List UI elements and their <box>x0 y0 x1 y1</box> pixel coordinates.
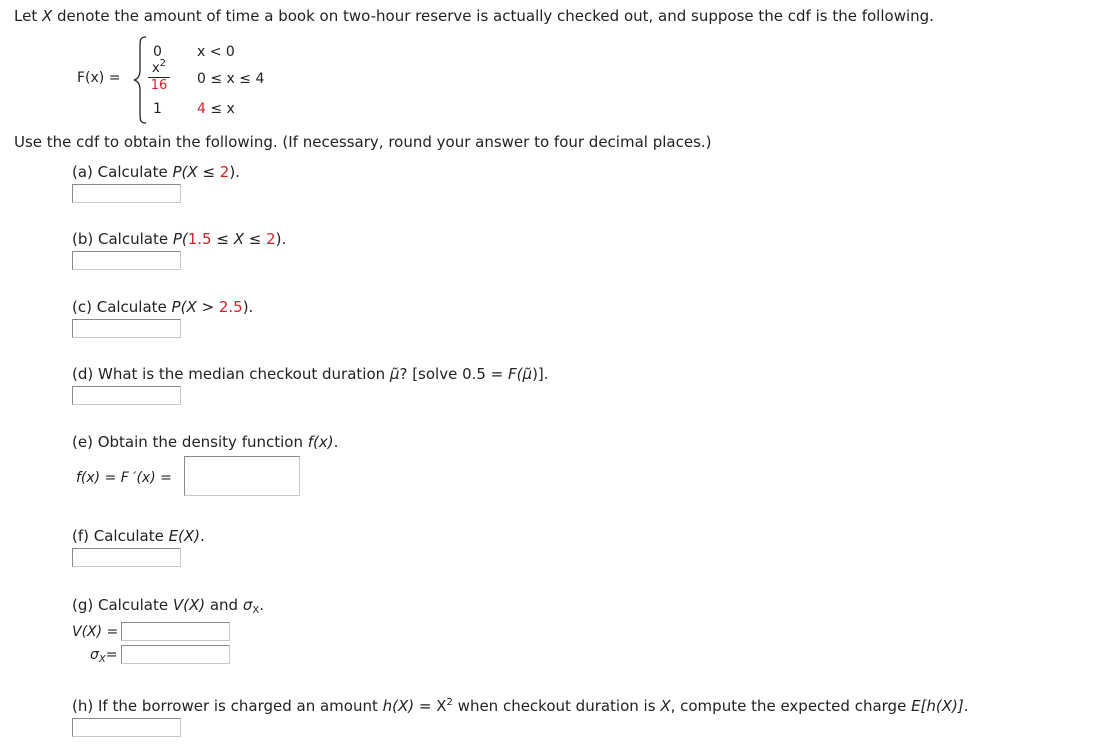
cdf-row2-condition: 0 ≤ x ≤ 4 <box>197 71 265 87</box>
cdf-row3-rest: ≤ x <box>205 101 235 117</box>
answer-c-input[interactable] <box>72 319 181 338</box>
cdf-row1-value: 0 <box>153 44 162 60</box>
qc-post: ). <box>242 298 254 316</box>
answer-g-stddev-input[interactable] <box>121 645 230 664</box>
question-f <box>72 527 205 545</box>
qh-var: X <box>660 697 671 715</box>
cdf-row3-bound: 4 <box>197 101 206 117</box>
answer-f-input[interactable] <box>72 548 181 567</box>
problem-statement <box>14 7 934 25</box>
qa-fn: P(X ≤ <box>172 163 220 181</box>
cdf-row2-numerator: x <box>151 61 160 76</box>
qc-fn: P(X > <box>171 298 219 316</box>
answer-e-input[interactable] <box>184 456 300 496</box>
qb-mid: ≤ X ≤ <box>211 230 267 248</box>
intro-prefix: Let <box>14 7 42 25</box>
qh-eq: = X <box>414 697 447 715</box>
qh-pre: (h) If the borrower is charged an amount <box>72 697 383 715</box>
intro-suffix: denote the amount of time a book on two-hour reserve is actually checked out, and suppose the cdf is the following. <box>52 7 934 25</box>
qd-text: (d) What is the median checkout duration <box>72 365 390 383</box>
qg-sigma-sub: X <box>252 605 260 616</box>
qc-val: 2.5 <box>218 298 243 316</box>
qd-post: )]. <box>532 365 549 383</box>
qb-post: ). <box>275 230 287 248</box>
cdf-row1-condition: x < 0 <box>197 44 235 60</box>
stddev-label-sigma: σ <box>90 647 99 663</box>
left-brace-icon <box>132 36 148 124</box>
answer-b-input[interactable] <box>72 251 181 270</box>
qa-post: ). <box>229 163 240 181</box>
qf-pre: (f) Calculate <box>72 527 169 545</box>
cdf-row2-denominator: 16 <box>150 78 168 93</box>
answer-a-input[interactable] <box>72 184 181 203</box>
qb-fn: P( <box>172 230 188 248</box>
qh-end: . <box>963 697 969 715</box>
stddev-label-eq: = <box>105 647 118 663</box>
intro-var: X <box>41 7 53 25</box>
qh-expect: E[h(X)] <box>911 697 964 715</box>
qh-post: , compute the expected charge <box>670 697 912 715</box>
qb-v1: 1.5 <box>187 230 212 248</box>
qg-pre: (g) Calculate <box>72 596 173 614</box>
question-e <box>72 433 338 451</box>
cdf-row2-fraction <box>148 58 170 93</box>
qd-mid: ? [solve 0.5 = <box>399 365 509 383</box>
qa-pre: (a) Calculate <box>72 163 173 181</box>
question-a <box>72 163 240 181</box>
qh-mid: when checkout duration is <box>452 697 661 715</box>
qd-fn: F( <box>508 365 523 383</box>
density-label: f(x) = F ′(x) = <box>76 470 172 486</box>
question-b <box>72 230 286 248</box>
qf-post: . <box>200 527 205 545</box>
answer-d-input[interactable] <box>72 386 181 405</box>
qe-fn: f(x) <box>307 433 334 451</box>
qh-fn: h(X) <box>382 697 415 715</box>
cdf-row3-value: 1 <box>153 101 162 117</box>
qa-val: 2 <box>219 163 230 181</box>
qb-pre: (b) Calculate <box>72 230 173 248</box>
cdf-row2-exponent: 2 <box>159 58 167 69</box>
qd-mu: μ̃ <box>389 365 400 383</box>
cdf-lhs: F(x) = <box>77 70 121 86</box>
qe-pre: (e) Obtain the density function <box>72 433 308 451</box>
variance-label: V(X) = <box>72 624 119 640</box>
cdf-row3-condition <box>197 101 235 117</box>
qg-sigma: σ <box>242 596 253 614</box>
answer-h-input[interactable] <box>72 718 181 737</box>
qg-fn: V(X) <box>172 596 206 614</box>
qc-pre: (c) Calculate <box>72 298 172 316</box>
qb-v2: 2 <box>266 230 276 248</box>
question-c <box>72 298 253 316</box>
question-h <box>72 697 969 715</box>
stddev-label-sub: X <box>98 654 106 665</box>
qg-and: and <box>205 596 243 614</box>
question-d <box>72 365 549 383</box>
qe-post: . <box>333 433 339 451</box>
instructions: Use the cdf to obtain the following. (If necessary, round your answer to four decimal places.) <box>14 133 712 151</box>
qg-post: . <box>259 596 264 614</box>
answer-g-variance-input[interactable] <box>121 622 230 641</box>
qf-fn: E(X) <box>168 527 201 545</box>
qh-exp: 2 <box>446 697 453 708</box>
stddev-label <box>90 647 117 665</box>
qd-mu2: μ̃ <box>522 365 533 383</box>
question-g <box>72 596 264 616</box>
